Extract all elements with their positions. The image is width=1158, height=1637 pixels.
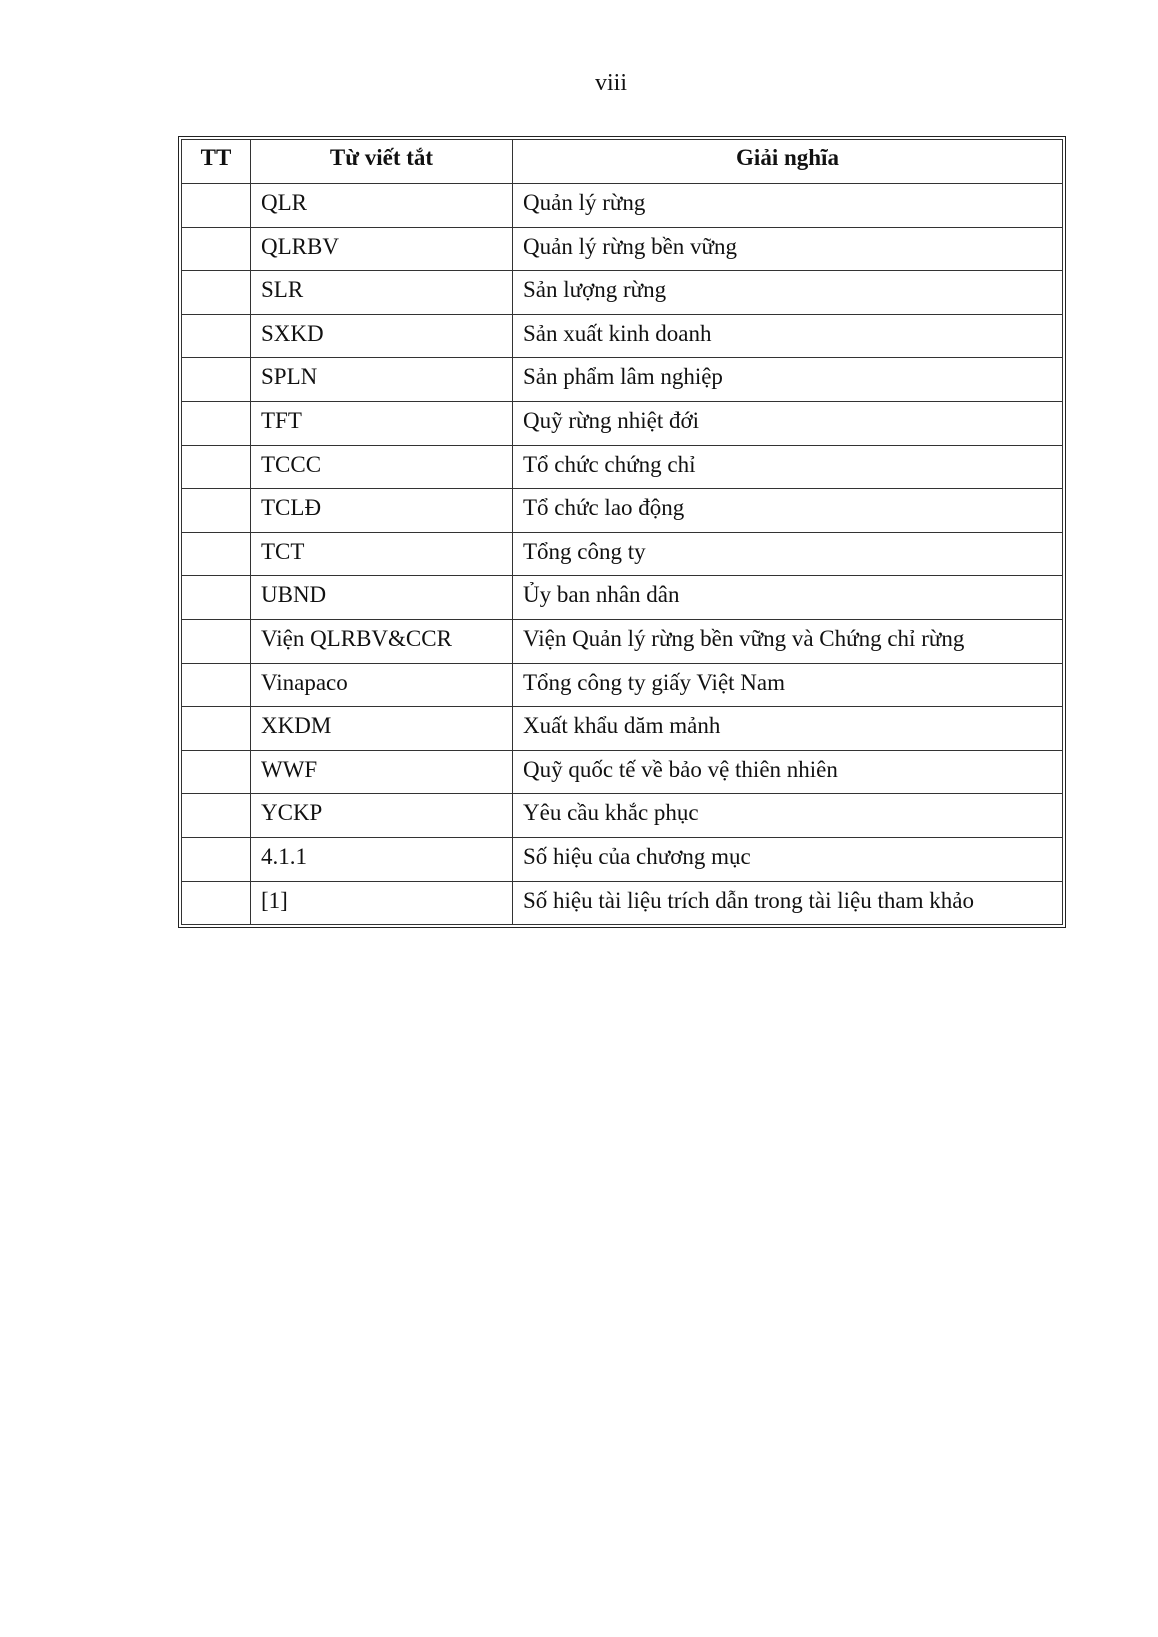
cell-tt: [182, 489, 251, 533]
cell-abbreviation: [1]: [251, 881, 513, 925]
cell-meaning: Sản xuất kinh doanh: [513, 314, 1063, 358]
cell-abbreviation: TCLĐ: [251, 489, 513, 533]
cell-meaning: Yêu cầu khắc phục: [513, 794, 1063, 838]
table-row: [182, 532, 1063, 576]
cell-abbreviation: SPLN: [251, 358, 513, 402]
cell-meaning: Ủy ban nhân dân: [513, 576, 1063, 620]
cell-abbreviation: QLR: [251, 184, 513, 228]
header-tt: TT: [182, 140, 251, 184]
table-row: [182, 489, 1063, 533]
cell-meaning: Quản lý rừng bền vững: [513, 227, 1063, 271]
table-row: [182, 619, 1063, 663]
cell-meaning: Quỹ quốc tế về bảo vệ thiên nhiên: [513, 750, 1063, 794]
cell-tt: [182, 794, 251, 838]
cell-tt: [182, 445, 251, 489]
cell-tt: [182, 576, 251, 620]
cell-abbreviation: TCCC: [251, 445, 513, 489]
cell-abbreviation: WWF: [251, 750, 513, 794]
cell-abbreviation: TFT: [251, 401, 513, 445]
table-row: [182, 707, 1063, 751]
abbreviation-table: [181, 139, 1063, 925]
cell-tt: [182, 837, 251, 881]
table-row: [182, 314, 1063, 358]
cell-tt: [182, 532, 251, 576]
table-row: [182, 401, 1063, 445]
table-row: [182, 358, 1063, 402]
cell-abbreviation: SXKD: [251, 314, 513, 358]
cell-meaning: Quản lý rừng: [513, 184, 1063, 228]
cell-abbreviation: 4.1.1: [251, 837, 513, 881]
cell-meaning: Tổng công ty: [513, 532, 1063, 576]
table-row: [182, 576, 1063, 620]
table-row: [182, 794, 1063, 838]
table-row: [182, 881, 1063, 925]
cell-abbreviation: XKDM: [251, 707, 513, 751]
cell-meaning: Quỹ rừng nhiệt đới: [513, 401, 1063, 445]
cell-abbreviation: YCKP: [251, 794, 513, 838]
cell-meaning: Tổ chức lao động: [513, 489, 1063, 533]
page-number: viii: [594, 70, 627, 96]
cell-meaning: Sản phẩm lâm nghiệp: [513, 358, 1063, 402]
cell-tt: [182, 663, 251, 707]
cell-abbreviation: UBND: [251, 576, 513, 620]
cell-meaning: Số hiệu tài liệu trích dẫn trong tài liệu tham khảo: [513, 881, 1063, 925]
cell-tt: [182, 227, 251, 271]
cell-tt: [182, 619, 251, 663]
abbreviation-table-frame: [178, 136, 1066, 928]
table-row: [182, 837, 1063, 881]
cell-abbreviation: QLRBV: [251, 227, 513, 271]
table-row: [182, 271, 1063, 315]
cell-tt: [182, 184, 251, 228]
cell-meaning: Viện Quản lý rừng bền vững và Chứng chỉ rừng: [513, 619, 1063, 663]
cell-tt: [182, 707, 251, 751]
table-row: [182, 750, 1063, 794]
cell-meaning: Tổ chức chứng chỉ: [513, 445, 1063, 489]
cell-tt: [182, 401, 251, 445]
table-row: [182, 227, 1063, 271]
cell-meaning: Số hiệu của chương mục: [513, 837, 1063, 881]
header-abbreviation: Từ viết tắt: [251, 140, 513, 184]
cell-meaning: Xuất khẩu dăm mảnh: [513, 707, 1063, 751]
cell-tt: [182, 750, 251, 794]
cell-meaning: Sản lượng rừng: [513, 271, 1063, 315]
table-row: [182, 184, 1063, 228]
cell-abbreviation: Vinapaco: [251, 663, 513, 707]
cell-abbreviation: TCT: [251, 532, 513, 576]
table-row: [182, 445, 1063, 489]
cell-tt: [182, 271, 251, 315]
table-header-row: [182, 140, 1063, 184]
header-meaning: Giải nghĩa: [513, 140, 1063, 184]
cell-tt: [182, 358, 251, 402]
table-row: [182, 663, 1063, 707]
cell-abbreviation: SLR: [251, 271, 513, 315]
cell-abbreviation: Viện QLRBV&CCR: [251, 619, 513, 663]
cell-meaning: Tổng công ty giấy Việt Nam: [513, 663, 1063, 707]
cell-tt: [182, 881, 251, 925]
cell-tt: [182, 314, 251, 358]
